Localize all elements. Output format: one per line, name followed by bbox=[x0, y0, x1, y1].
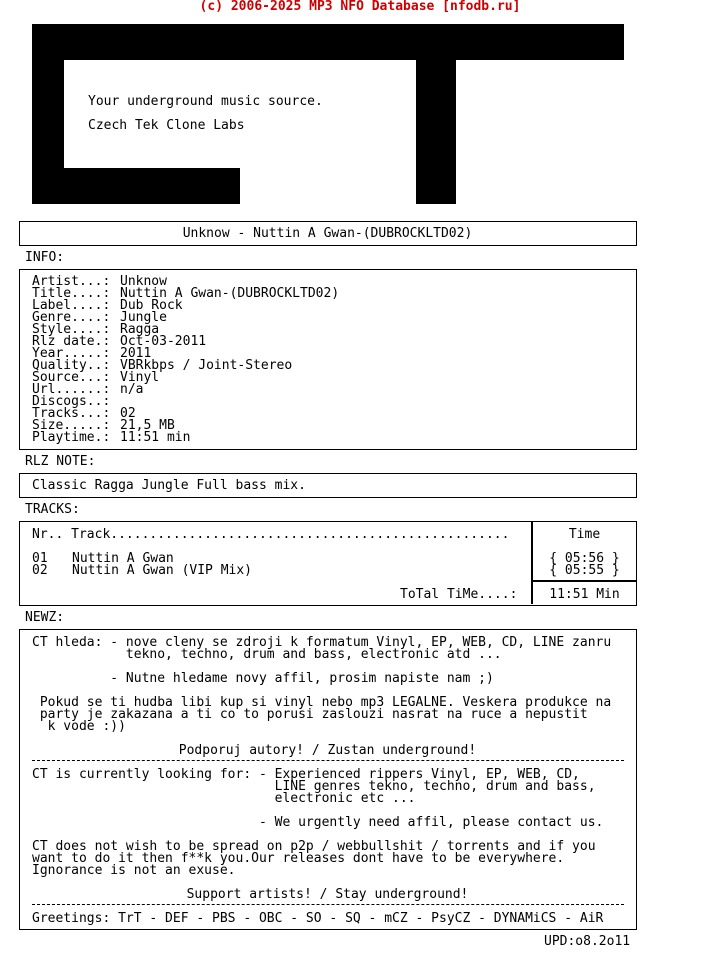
track-number: 02 bbox=[32, 563, 48, 578]
newz-czech-slogan: Podporuj autory! / Zustan underground! bbox=[178, 743, 477, 758]
rlz-note-label: RLZ NOTE: bbox=[25, 454, 96, 469]
update-stamp: UPD:o8.2o11 bbox=[544, 934, 631, 949]
info-value: Vinyl bbox=[120, 370, 160, 385]
info-value: 02 bbox=[120, 406, 136, 421]
newz-line: party je zakazana a ti co to porusi zaslouzi nasrat na ruce a nepustit bbox=[32, 707, 588, 722]
track-title: Nuttin A Gwan bbox=[72, 551, 174, 566]
newz-line: electronic etc ... bbox=[32, 791, 416, 806]
info-key: Url......: bbox=[32, 382, 111, 397]
info-box bbox=[19, 269, 637, 450]
newz-line: Pokud se ti hudba libi kup si vinyl nebo mp3 LEGALNE. Veskera produkce na bbox=[32, 695, 612, 710]
info-key: Rlz date.: bbox=[32, 334, 111, 349]
newz-line: CT is currently looking for: - Experienced rippers Vinyl, EP, WEB, CD, bbox=[32, 767, 580, 782]
tracks-box bbox=[19, 521, 637, 606]
track-title: Nuttin A Gwan (VIP Mix) bbox=[72, 563, 253, 578]
time-header: Time bbox=[568, 527, 601, 542]
info-value: VBRkbps / Joint-Stereo bbox=[120, 358, 293, 373]
info-key: Playtime.: bbox=[32, 430, 111, 445]
release-title-box bbox=[19, 221, 637, 246]
track-time: { 05:55 } bbox=[549, 563, 620, 578]
info-key: Tracks...: bbox=[32, 406, 111, 421]
info-value: 2011 bbox=[120, 346, 152, 361]
info-key: Quality..: bbox=[32, 358, 111, 373]
rlz-note-box bbox=[19, 473, 637, 498]
tracks-section-label: TRACKS: bbox=[25, 502, 80, 517]
info-value: 21,5 MB bbox=[120, 418, 175, 433]
newz-line: - We urgently need affil, please contact us. bbox=[32, 815, 604, 830]
info-value: Oct-03-2011 bbox=[120, 334, 207, 349]
info-key: Source...: bbox=[32, 370, 111, 385]
greetings-line: Greetings: TrT - DEF - PBS - OBC - SO - SQ - mCZ - PsyCZ - DYNAMiCS - AiR bbox=[32, 911, 604, 926]
info-key: Year.....: bbox=[32, 346, 111, 361]
info-value: Ragga bbox=[120, 322, 160, 337]
info-key: Discogs..: bbox=[32, 394, 111, 409]
info-value: Nuttin A Gwan-(DUBROCKLTD02) bbox=[120, 286, 340, 301]
total-time-value: 11:51 Min bbox=[549, 587, 620, 602]
info-section-label: INFO: bbox=[25, 250, 65, 265]
newz-line: tekno, techno, drum and bass, electronic atd ... bbox=[32, 647, 502, 662]
release-title: Unknow - Nuttin A Gwan-(DUBROCKLTD02) bbox=[182, 226, 473, 241]
newz-separator-1 bbox=[32, 760, 624, 761]
total-time-label: ToTal TiMe....: bbox=[400, 587, 518, 602]
info-value: Dub Rock bbox=[120, 298, 183, 313]
newz-line: k vode :)) bbox=[32, 719, 126, 734]
info-key: Artist...: bbox=[32, 274, 111, 289]
newz-line: want to do it then f**k you.Our releases dont have to be everywhere. bbox=[32, 851, 565, 866]
newz-section-label: NEWZ: bbox=[25, 610, 65, 625]
newz-box bbox=[19, 629, 637, 930]
newz-separator-2 bbox=[32, 904, 624, 905]
newz-line: CT does not wish to be spread on p2p / webbullshit / torrents and if you bbox=[32, 839, 596, 854]
info-key: Style....: bbox=[32, 322, 111, 337]
logo-label-name: Czech Tek Clone Labs bbox=[88, 118, 245, 133]
track-time: { 05:56 } bbox=[549, 551, 620, 566]
newz-english-slogan: Support artists! / Stay underground! bbox=[186, 887, 469, 902]
newz-line: LINE genres tekno, techno, drum and bass, bbox=[32, 779, 596, 794]
info-key: Label....: bbox=[32, 298, 111, 313]
rlz-note-text: Classic Ragga Jungle Full bass mix. bbox=[32, 478, 306, 493]
info-key: Title....: bbox=[32, 286, 111, 301]
info-value: n/a bbox=[120, 382, 144, 397]
tracks-header: Nr.. Track................................................... bbox=[32, 527, 510, 542]
newz-line: CT hleda: - nove cleny se zdroji k formatum Vinyl, EP, WEB, CD, LINE zanru bbox=[32, 635, 612, 650]
info-value: Unknow bbox=[120, 274, 167, 289]
copyright-text: (c) 2006-2025 MP3 NFO Database [nfodb.ru] bbox=[199, 0, 521, 14]
info-value: 11:51 min bbox=[120, 430, 191, 445]
info-key: Size.....: bbox=[32, 418, 111, 433]
logo-tagline: Your underground music source. bbox=[88, 94, 323, 109]
newz-line: Ignorance is not an exuse. bbox=[32, 863, 236, 878]
track-number: 01 bbox=[32, 551, 48, 566]
newz-line: - Nutne hledame novy affil, prosim napiste nam ;) bbox=[32, 671, 494, 686]
info-key: Genre....: bbox=[32, 310, 111, 325]
info-value: Jungle bbox=[120, 310, 167, 325]
